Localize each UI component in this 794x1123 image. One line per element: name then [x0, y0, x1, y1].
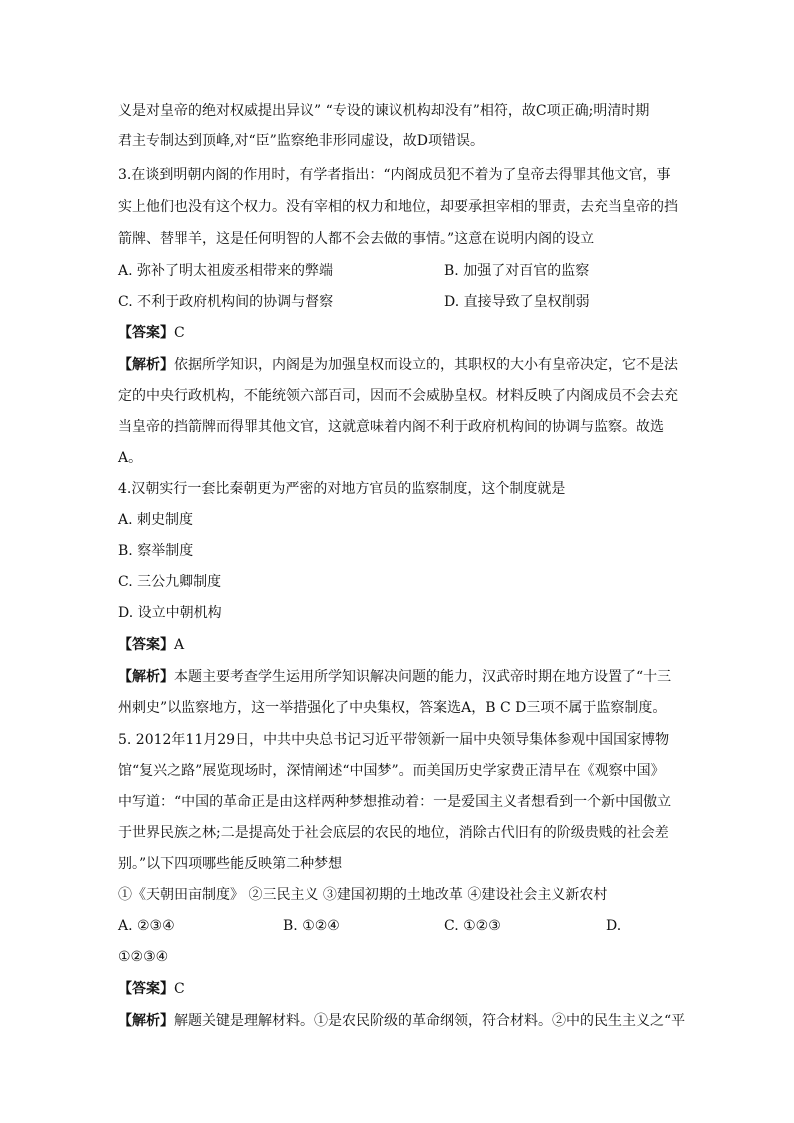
analysis-text: 本题主要考查学生运用所学知识解决问题的能力，汉武帝时期在地方设置了“十三: [174, 669, 672, 685]
analysis-tag: 【解析】: [118, 357, 174, 373]
q3-option-a: A. 弥补了明太祖废丞相带来的弊端: [118, 263, 334, 279]
q3-analysis-line-2: 定的中央行政机构，不能统领六部百司，因而不会威胁皇权。材料反映了内阁成员不会去充: [118, 388, 678, 404]
q3-stem-line-3: 箭牌、替罪羊，这是任何明智的人都不会去做的事情。”这意在说明内阁的设立: [118, 231, 595, 247]
q5-stem-line-4: 于世界民族之林;二是提高处于社会底层的农民的地位，消除古代旧有的阶级贵贱的社会差: [118, 825, 669, 841]
q5-stem-line-2: 馆“复兴之路”展览现场时，深情阐述“中国梦”。而美国历史学家费正清早在《观察中国》: [118, 763, 665, 779]
q5-option-d: D.: [606, 918, 622, 934]
analysis-tag: 【解析】: [118, 669, 174, 685]
q5-option-a: A. ②③④: [118, 918, 175, 934]
answer-tag: 【答案】: [118, 981, 174, 997]
q5-option-b: B. ①②④: [283, 918, 340, 934]
q4-option-d: D. 设立中朝机构: [118, 605, 222, 621]
q5-items: ①《天朝田亩制度》 ②三民主义 ③建国初期的土地改革 ④建设社会主义新农村: [118, 887, 608, 903]
q3-stem-line-1: 3.在谈到明朝内阁的作用时，有学者指出：“内阁成员犯不着为了皇帝去得罪其他文官，事: [118, 167, 671, 183]
answer-value: C: [174, 325, 185, 341]
answer-tag: 【答案】: [118, 325, 174, 341]
q5-stem-line-1: 5. 2012年11月29日，中共中央总书记习近平带领新一届中央领导集体参观中国国家博物: [118, 732, 670, 748]
q5-option-c: C. ①②③: [444, 918, 501, 934]
q4-option-c: C. 三公九卿制度: [118, 574, 222, 590]
q4-answer: [118, 636, 184, 654]
q5-option-d-cont: ①②③④: [118, 949, 169, 965]
q5-stem-line-5: 别。”以下四项哪些能反映第二种梦想: [118, 856, 343, 872]
q3-option-b: B. 加强了对百官的监察: [444, 263, 590, 279]
answer-tag: 【答案】: [118, 637, 174, 653]
q4-option-b: B. 察举制度: [118, 543, 194, 559]
q3-analysis-line-4: A。: [118, 450, 143, 466]
analysis-text: 解题关键是理解材料。①是农民阶级的革命纲领，符合材料。②中的民生主义之“平: [174, 1013, 686, 1029]
q3-stem-line-2: 实上他们也没有这个权力。没有宰相的权力和地位，却要承担宰相的罪责，去充当皇帝的挡: [118, 199, 678, 215]
q4-stem: 4.汉朝实行一套比秦朝更为严密的对地方官员的监察制度，这个制度就是: [118, 481, 566, 497]
q5-stem-line-3: 中写道：“中国的革命正是由这样两种梦想推动着：一是爱国主义者想看到一个新中国傲立: [118, 794, 672, 810]
q4-analysis-line-1: [118, 668, 671, 686]
q3-answer: [118, 324, 185, 342]
q3-option-c: C. 不利于政府机构间的协调与督察: [118, 294, 334, 310]
answer-value: C: [174, 981, 185, 997]
q4-analysis-line-2: 州刺史”以监察地方，这一举措强化了中央集权，答案选A，B C D三项不属于监察制度。: [118, 700, 667, 716]
analysis-tag: 【解析】: [118, 1013, 174, 1029]
q5-answer: [118, 980, 185, 998]
q4-option-a: A. 刺史制度: [118, 512, 194, 528]
answer-value: A: [174, 637, 185, 653]
analysis-text: 依据所学知识，内阁是为加强皇权而设立的，其职权的大小有皇帝决定，它不是法: [174, 357, 678, 373]
intro-line-2: 君主专制达到顶峰,对“臣”监察绝非形同虚设，故D项错误。: [118, 133, 484, 149]
q5-analysis-line-1: [118, 1012, 685, 1030]
q3-analysis-line-1: [118, 356, 678, 374]
intro-line-1: 义是对皇帝的绝对权威提出异议” “专设的谏议机构却没有”相符，故C项正确;明清时期: [118, 103, 650, 119]
q3-option-d: D. 直接导致了皇权削弱: [444, 294, 590, 310]
q3-analysis-line-3: 当皇帝的挡箭牌而得罪其他文官，这就意味着内阁不利于政府机构间的协调与监察。故选: [118, 419, 664, 435]
